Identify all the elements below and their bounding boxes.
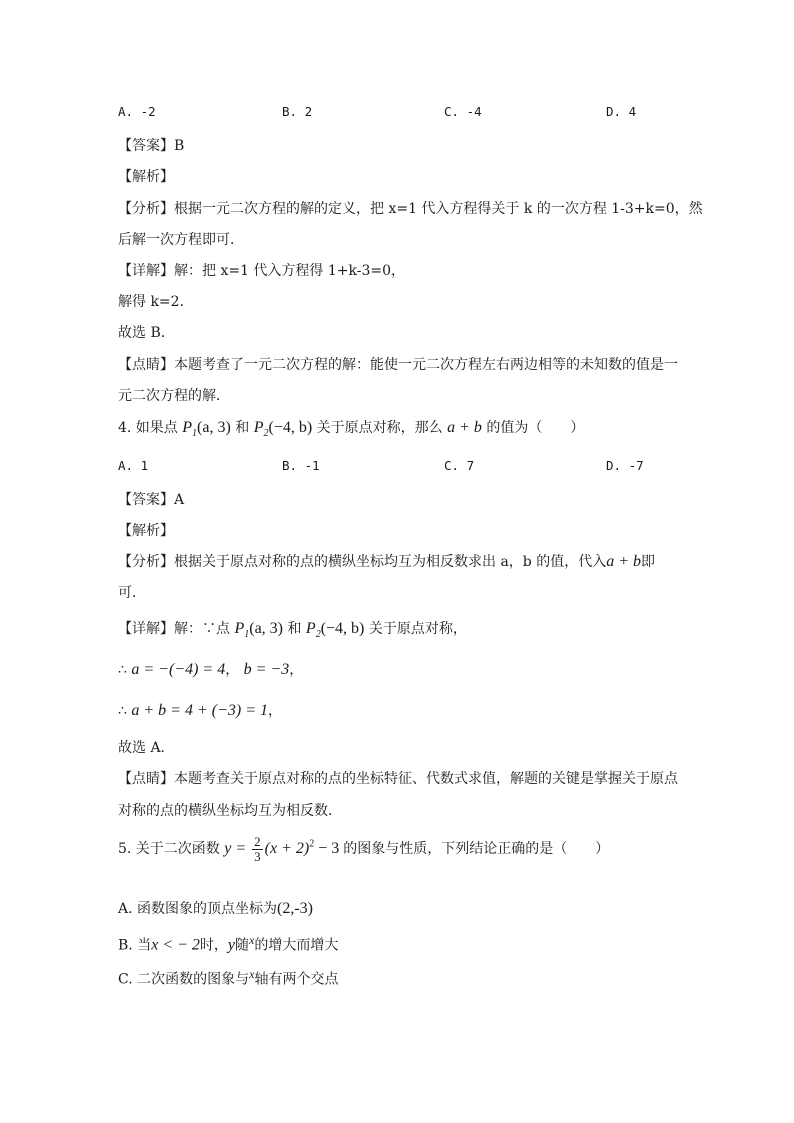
q3-option-a: A. -2 bbox=[118, 104, 156, 119]
q5-option-a: A. 函数图象的顶点坐标为(2,-3) bbox=[118, 900, 313, 917]
q3-option-c: C. -4 bbox=[444, 104, 482, 119]
q4-point-p2: $P_2(-4$, b) bbox=[253, 419, 313, 440]
q4-number: 4. 如果点 bbox=[118, 420, 178, 436]
q4-analysis-line-1: 【分析】根据关于原点对称的点的横纵坐标均互为相反数求出 a，b 的值，代入a + b即 bbox=[118, 553, 656, 570]
q4-comment-line-2: 对称的点的横纵坐标均互为相反数． bbox=[118, 803, 342, 819]
q4-step-1: ∴ a = −(−4) = 4， b = −3， bbox=[118, 661, 304, 678]
q4-analysis-line-2: 可． bbox=[118, 585, 146, 601]
q4-sum-expr: a + b bbox=[447, 419, 482, 436]
q4-and: 和 bbox=[235, 420, 250, 436]
q3-comment-line-1: 【点睛】本题考查了一元二次方程的解：能使一元二次方程左右两边相等的未知数的值是一 bbox=[118, 357, 678, 373]
q5-stem bbox=[118, 835, 609, 864]
q3-analysis-line-1: 【分析】根据一元二次方程的解的定义，把 x=1 代入方程得关于 k 的一次方程 1-3+k=0，然 bbox=[118, 201, 703, 217]
q4-step-2: ∴ a + b = 4 + (−3) = 1， bbox=[118, 702, 283, 719]
q4-stem bbox=[118, 417, 584, 439]
q4-stem-tail: 的值为（ ） bbox=[486, 420, 585, 436]
q4-analysis-title: 【解析】 bbox=[118, 523, 174, 539]
q4-detail-line: 【详解】解：∵点 $P_1(a$, 3) 和 $P_2(-4$, b) 关于原点对称， bbox=[118, 620, 467, 641]
q4-stem-mid: 关于原点对称，那么 bbox=[316, 420, 443, 436]
q3-analysis-title: 【解析】 bbox=[118, 169, 174, 185]
q3-option-d: D. 4 bbox=[606, 104, 637, 119]
q4-option-a: A. 1 bbox=[118, 458, 149, 473]
q3-detail-line-1: 【详解】解：把 x=1 代入方程得 1+k-3=0， bbox=[118, 263, 406, 279]
q3-comment-line-2: 元二次方程的解． bbox=[118, 388, 230, 404]
q3-option-b: B. 2 bbox=[282, 104, 313, 119]
q5-number: 5. 关于二次函数 bbox=[118, 841, 220, 858]
q5-function: y = $\frac{2}{3}$ $(x + 2)^2 - 3$ bbox=[224, 834, 340, 864]
q4-option-d: D. -7 bbox=[606, 458, 644, 473]
q4-choice: 故选 A． bbox=[118, 740, 175, 756]
q4-point-p1: $P_1(a$, 3) bbox=[182, 419, 231, 440]
q4-option-b: B. -1 bbox=[282, 458, 320, 473]
q4-option-c: C. 7 bbox=[444, 458, 475, 473]
q4-answer: 【答案】A bbox=[118, 492, 185, 508]
q3-answer: 【答案】B bbox=[118, 138, 185, 154]
q4-comment-line-1: 【点睛】本题考查关于原点对称的点的坐标特征、代数式求值，解题的关键是掌握关于原点 bbox=[118, 771, 678, 787]
q3-detail-line-2: 解得 k=2． bbox=[118, 294, 194, 310]
q5-option-b: B. 当x < − 2时，y随x的增大而增大 bbox=[118, 933, 339, 954]
q5-stem-tail: 的图象与性质，下列结论正确的是（ ） bbox=[343, 841, 610, 858]
q3-analysis-line-2: 后解一次方程即可． bbox=[118, 232, 244, 248]
q5-option-c: C. 二次函数的图象与x轴有两个交点 bbox=[118, 967, 339, 988]
q3-choice: 故选 B． bbox=[118, 325, 175, 341]
